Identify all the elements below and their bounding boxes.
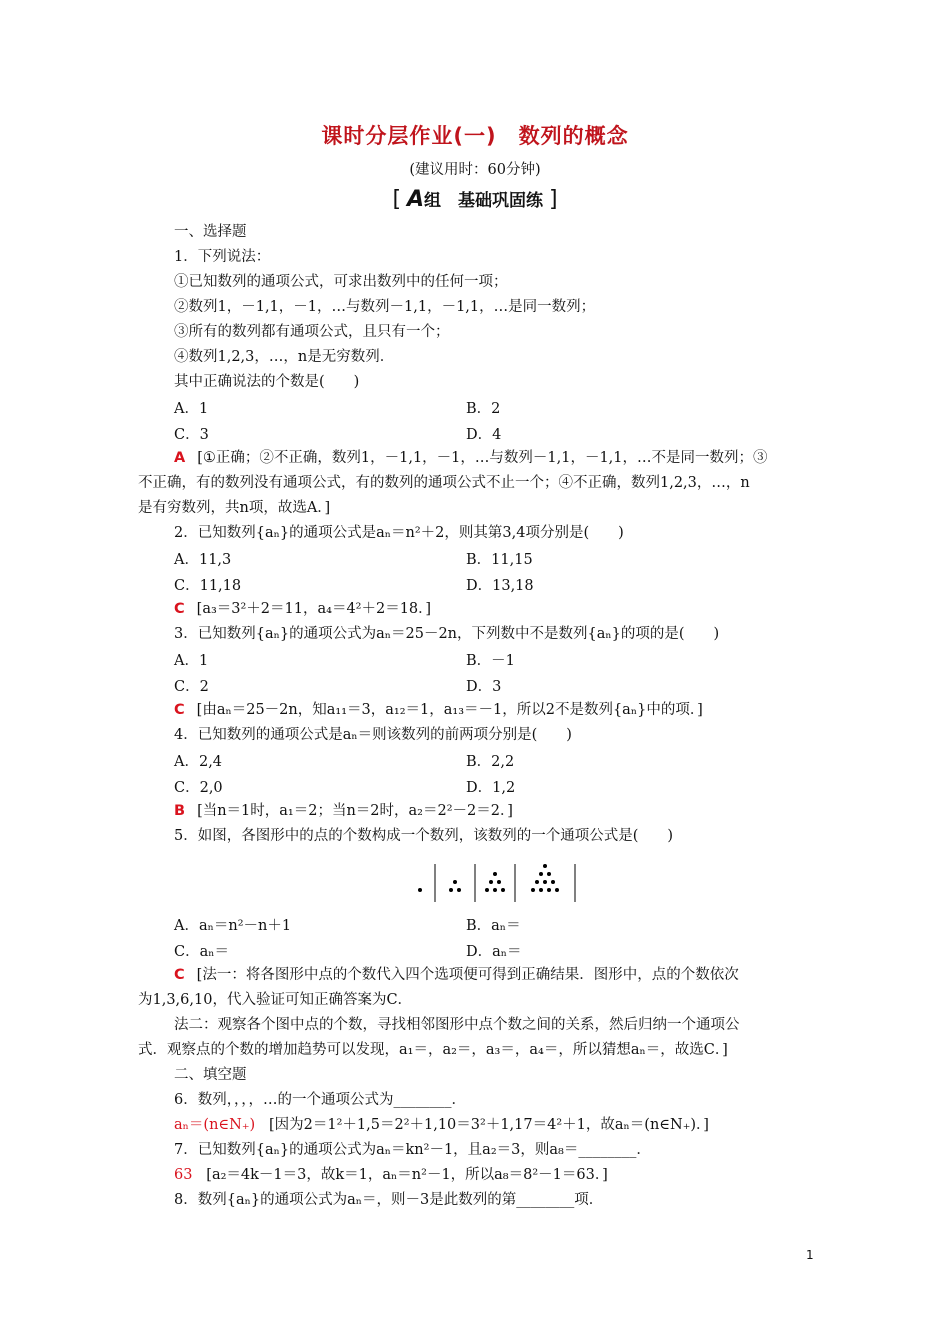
figure-3-dot [485, 888, 489, 892]
q6-stem: 6．数列，，，，…的一个通项公式为________． [174, 1092, 466, 1108]
q2-stem: 2．已知数列{aₙ}的通项公式是aₙ＝n²＋2，则其第3,4项分别是( ) [174, 525, 624, 541]
section-heading-choice: 一、选择题 [174, 224, 247, 240]
q7-explanation [174, 1165, 950, 1185]
figure-4-dot [547, 872, 551, 876]
q1-explanation-line-2: 不正确，有的数列没有通项公式，有的数列的通项公式不止一个；④不正确，数列1,2,3，…，n [138, 475, 750, 491]
q3-answer: C [174, 702, 185, 718]
q1-option-a: A．1 [174, 401, 209, 417]
suggested-time: (建议用时：60分钟) [409, 162, 541, 178]
figure-4-dot [543, 864, 547, 868]
q4-answer: B [174, 803, 186, 819]
q1-option-c: C．3 [174, 427, 209, 443]
group-letter: A [406, 187, 425, 212]
q3-explanation [174, 700, 950, 720]
figure-4-dot [547, 888, 551, 892]
q8-stem: 8．数列{aₙ}的通项公式为aₙ＝，则－3是此数列的第________项． [174, 1192, 604, 1208]
q2-option-a: A．11,3 [174, 552, 232, 568]
q2-option-c: C．11,18 [174, 578, 242, 594]
q2-option-d: D．13,18 [466, 578, 534, 594]
q5-explanation-line-1 [174, 965, 950, 985]
q7-answer: 63 [174, 1167, 193, 1183]
q2-option-b: B．11,15 [466, 552, 533, 568]
figure-3-dot [497, 880, 501, 884]
q2-answer: C [174, 601, 185, 617]
group-heading: [ A组 基础巩固练 ] [392, 187, 558, 212]
figure-1-dot [418, 888, 422, 892]
q1-statement-3: ③所有的数列都有通项公式，且只有一个； [174, 324, 450, 340]
figure-4-dot [531, 888, 535, 892]
page-number: 1 [806, 1248, 814, 1262]
figure-2-dot [457, 888, 461, 892]
q1-statement-2: ②数列1，－1,1，－1，…与数列－1,1，－1,1，…是同一数列； [174, 299, 596, 315]
q6-answer: aₙ＝(n∈N₊) [174, 1117, 256, 1133]
q1-answer: A [174, 450, 186, 466]
group-label: 组 基础巩固练 [424, 191, 544, 211]
q3-exp-text: [由aₙ＝25－2n，知a₁₁＝3，a₁₂＝1，a₁₃＝－1，所以2不是数列{aₙ}中的项．] [196, 702, 703, 718]
figure-2-dot [449, 888, 453, 892]
q1-stem: 1．下列说法： [174, 249, 271, 265]
q4-option-b: B．2,2 [466, 754, 515, 770]
q7-exp-text: [a₂＝4k－1＝3，故k＝1，aₙ＝n²－1，所以a₈＝8²－1＝63．] [206, 1167, 608, 1183]
q1-option-b: B．2 [466, 401, 501, 417]
q3-option-c: C．2 [174, 679, 209, 695]
q1-option-d: D．4 [466, 427, 502, 443]
q5-explanation-line-3: 法二：观察各个图中点的个数，寻找相邻图形中点个数之间的关系，然后归纳一个通项公 [174, 1017, 740, 1033]
q1-explanation-line-3: 是有穷数列，共n项，故选A．] [138, 500, 331, 516]
q5-explanation-line-4: 式．观察点的个数的增加趋势可以发现，a₁＝，a₂＝，a₃＝，a₄＝，所以猜想aₙ＝，故选C．] [138, 1042, 728, 1058]
section-heading-fill: 二、填空题 [174, 1067, 247, 1083]
q4-exp-text: [当n＝1时，a₁＝2；当n＝2时，a₂＝2²－2＝2．] [197, 803, 513, 819]
figure-3-dot [489, 880, 493, 884]
q1-explanation-line-1 [174, 448, 950, 468]
figure-4-dot [535, 880, 539, 884]
q5-explanation-line-2: 为1,3,6,10，代入验证可知正确答案为C． [138, 992, 413, 1008]
q5-dot-figure [405, 862, 580, 904]
q6-explanation [174, 1115, 950, 1135]
q5-stem: 5．如图，各图形中的点的个数构成一个数列，该数列的一个通项公式是( ) [174, 828, 674, 844]
q2-exp-text: [a₃＝3²＋2＝11，a₄＝4²＋2＝18．] [196, 601, 432, 617]
figure-4-dot [539, 888, 543, 892]
q4-option-a: A．2,4 [174, 754, 223, 770]
q3-option-b: B．－1 [466, 653, 515, 669]
q5-option-c: C．aₙ＝ [174, 944, 230, 960]
q1-ask: 其中正确说法的个数是( ) [174, 374, 360, 390]
q5-answer: C [174, 967, 185, 983]
figure-4-dot [543, 880, 547, 884]
page-title: 课时分层作业(一) 数列的概念 [321, 124, 629, 148]
q5-exp-text-1: [法一：将各图形中点的个数代入四个选项便可得到正确结果．图形中，点的个数依次 [196, 967, 739, 983]
q5-option-d: D．aₙ＝ [466, 944, 522, 960]
q5-option-a: A．aₙ＝n²－n＋1 [174, 918, 292, 934]
q4-option-d: D．1,2 [466, 780, 516, 796]
figure-3-dot [493, 872, 497, 876]
q4-explanation [174, 801, 950, 821]
figure-4-dot [539, 872, 543, 876]
figure-4-dot [551, 880, 555, 884]
q4-stem: 4．已知数列的通项公式是aₙ＝则该数列的前两项分别是( ) [174, 727, 572, 743]
figure-4-dot [555, 888, 559, 892]
figure-2-dot [453, 880, 457, 884]
q1-exp-text-1: [①正确；②不正确，数列1，－1,1，－1，…与数列－1,1，－1,1，…不是同一数列；③ [197, 450, 768, 466]
q3-option-a: A．1 [174, 653, 209, 669]
figure-3-dot [501, 888, 505, 892]
q3-option-d: D．3 [466, 679, 502, 695]
figure-3-dot [493, 888, 497, 892]
q5-option-b: B．aₙ＝ [466, 918, 521, 934]
q6-exp-text: [因为2＝1²＋1,5＝2²＋1,10＝3²＋1,17＝4²＋1，故aₙ＝(n∈N₊)．] [268, 1117, 709, 1133]
q1-statement-1: ①已知数列的通项公式，可求出数列中的任何一项； [174, 274, 508, 290]
q2-explanation [174, 599, 950, 619]
q1-statement-4: ④数列1,2,3，…，n是无穷数列． [174, 349, 395, 365]
q4-option-c: C．2,0 [174, 780, 223, 796]
q7-stem: 7．已知数列{aₙ}的通项公式为aₙ＝kn²－1，且a₂＝3，则a₈＝________． [174, 1142, 651, 1158]
q3-stem: 3．已知数列{aₙ}的通项公式为aₙ＝25－2n，下列数中不是数列{aₙ}的项的是( ) [174, 626, 720, 642]
